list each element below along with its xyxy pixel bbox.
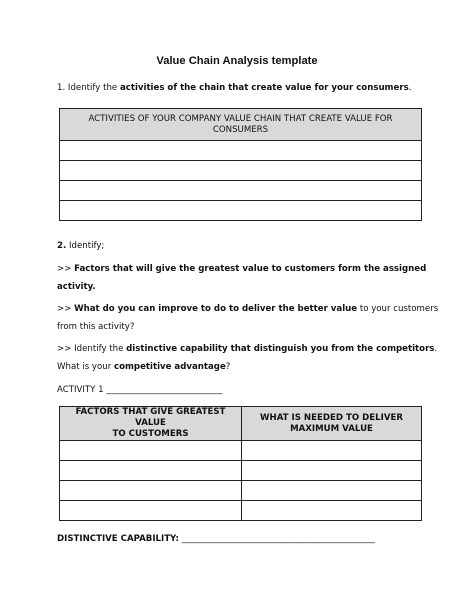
question-2 — [57, 240, 104, 252]
distinctive-capability-line — [57, 533, 375, 545]
factors-cell[interactable] — [60, 501, 242, 521]
q1-prefix: 1. Identify the — [57, 83, 120, 93]
q2-number: 2. — [57, 241, 67, 251]
q2-item-2-suffix: to your customers — [357, 304, 439, 314]
q2-item-1-line-2: activity. — [57, 282, 96, 292]
q2-item-3-line2-prefix: What is your — [57, 362, 114, 372]
activities-row[interactable] — [60, 141, 422, 161]
q2-item-3-bold: distinctive capability that distinguish you from the competitors — [126, 344, 435, 354]
needed-cell[interactable] — [242, 501, 422, 521]
factors-cell[interactable] — [60, 461, 242, 481]
distinctive-capability-blank[interactable]: _____________________________________________ — [178, 534, 376, 544]
q2-item-3-line-1 — [57, 343, 437, 355]
q2-item-3-prefix: >> Identify the — [57, 344, 127, 354]
q2-item-1-line-1 — [57, 263, 426, 275]
q2-item-2-line-1 — [57, 303, 438, 315]
factors-cell[interactable] — [60, 481, 242, 501]
factors-col-header-line-2: TO CUSTOMERS — [112, 429, 189, 439]
needed-cell[interactable] — [242, 441, 422, 461]
needed-cell[interactable] — [242, 481, 422, 501]
distinctive-capability-label: DISTINCTIVE CAPABILITY: — [57, 534, 179, 544]
factors-cell[interactable] — [60, 441, 242, 461]
q2-item-2-prefix: >> — [57, 304, 75, 314]
activities-header-line-1: ACTIVITIES OF YOUR COMPANY VALUE CHAIN THAT CREATE VALUE FOR — [88, 113, 393, 124]
factors-col-header — [60, 407, 242, 441]
q2-item-3-line2-bold: competitive advantage — [113, 362, 226, 372]
activities-row[interactable] — [60, 201, 422, 221]
needed-col-header — [242, 407, 422, 441]
q2-item-2-line-2: from this activity? — [57, 322, 135, 332]
factors-col-header-line-1: FACTORS THAT GIVE GREATEST VALUE — [75, 407, 226, 428]
activities-table-header — [60, 109, 422, 141]
q2-item-3-line-2 — [57, 361, 230, 373]
factors-table — [59, 406, 422, 521]
needed-col-header-line-1: WHAT IS NEEDED TO DELIVER — [260, 412, 403, 423]
needed-col-header-line-2: MAXIMUM VALUE — [290, 423, 373, 434]
question-1 — [57, 82, 411, 94]
q1-suffix: . — [408, 83, 412, 93]
q1-bold-text: activities of the chain that create value for your consumers — [119, 83, 409, 93]
activity-1-label: ACTIVITY 1 ___________________________ — [57, 385, 223, 395]
activities-row[interactable] — [60, 161, 422, 181]
activities-row[interactable] — [60, 181, 422, 201]
activities-table — [59, 108, 422, 221]
q2-item-2-bold: What do you can improve to do to deliver the better value — [74, 304, 358, 314]
page-title: Value Chain Analysis template — [156, 55, 318, 67]
q2-label: Identify; — [66, 241, 105, 251]
q2-item-3-suffix: . — [434, 344, 438, 354]
needed-cell[interactable] — [242, 461, 422, 481]
q2-item-1-bold: Factors that will give the greatest value to customers form the assigned — [74, 264, 427, 274]
q2-item-3-line2-suffix: ? — [225, 362, 231, 372]
activities-header-line-2: CONSUMERS — [212, 124, 269, 135]
q2-item-1-prefix: >> — [57, 264, 75, 274]
